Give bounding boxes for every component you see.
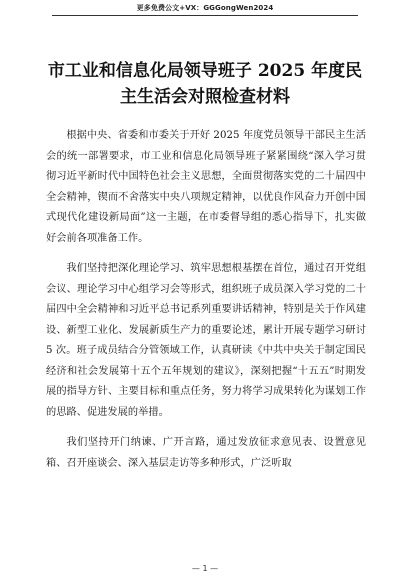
page-header: 更多免费公文+VX：GGGongWen2024 [136, 4, 274, 12]
page-number: — 1 — [191, 564, 219, 573]
document-title [40, 58, 370, 110]
title-line-2: 主生活会对照检查材料 [120, 87, 290, 107]
header-divider [52, 15, 358, 16]
document-body [46, 126, 366, 474]
body-paragraph: 我们坚持开门纳谏、广开言路，通过发放征求意见表、设置意见箱、召开座谈会、深入基层走访等多种形式，广泛听取 [46, 437, 366, 469]
body-paragraph: 根据中央、省委和市委关于开好 2025 年度党员领导干部民主生活会的统一部署要求，市工业和信息化局领导班子紧紧围绕“深入学习贯彻习近平新时代中国特色社会主义思想，全面贯彻落实党的二十届四中全会精神，锲而不舍落实中央八项规定精神，以优良作风奋力开创中国式现代化建设新局面”这一主题，在市委督导组的悉心指导下，扎实做好会前各项准备工作。 [46, 130, 366, 244]
body-paragraph: 我们坚持把深化理论学习、筑牢思想根基摆在首位，通过召开党组会议、理论学习中心组学习会等形式，组织班子成员深入学习党的二十届四中全会精神和习近平总书记系列重要讲话精神，特别是关于作风建设、新型工业化、发展新质生产力的重要论述，累计开展专题学习研讨 5 次。班子成员结合分管领域工作，认真研读《中共中央关于制定国民经济和社会发展第十五个五年规划的建议》，深刻把握“十五五”时期发展的指导方针、主要目标和重点任务，努力将学习成果转化为谋划工作的思路、促进发展的举措。 [46, 263, 366, 418]
title-line-1: 市工业和信息化局领导班子 2025 年度民 [47, 61, 363, 81]
